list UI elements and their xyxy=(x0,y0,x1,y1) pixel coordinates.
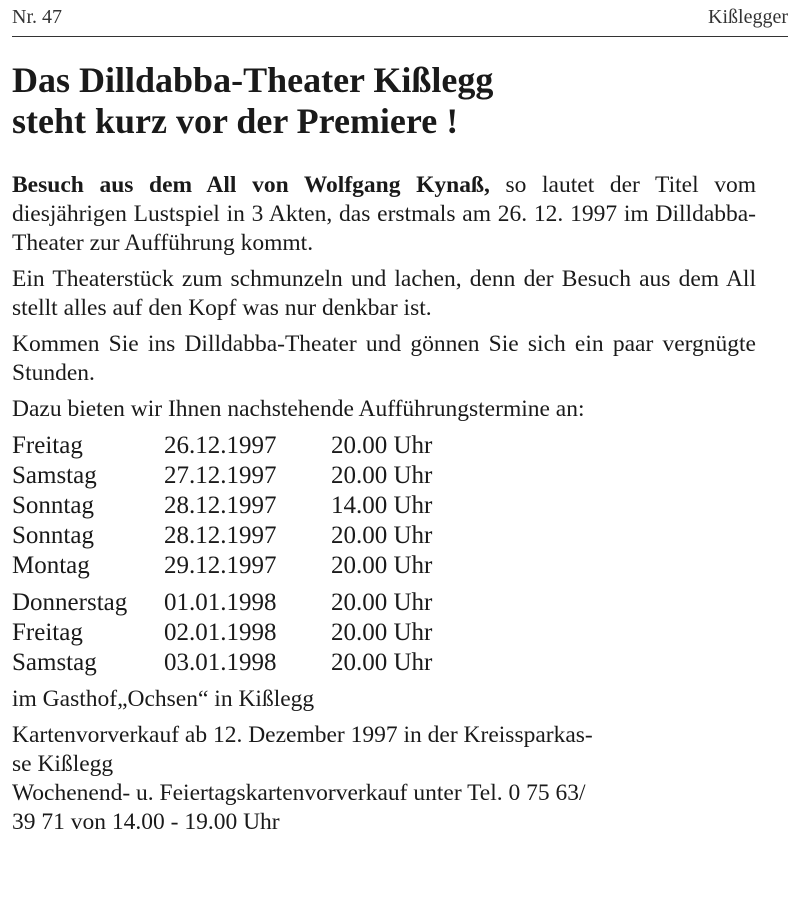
schedule-date: 28.12.1997 xyxy=(164,522,277,549)
schedule-time: 20.00 Uhr xyxy=(331,552,433,579)
performance-schedule xyxy=(12,431,756,678)
schedule-row xyxy=(12,551,756,581)
schedule-time: 14.00 Uhr xyxy=(331,492,433,519)
presale-line-2: se Kißlegg xyxy=(12,751,114,777)
schedule-time: 20.00 Uhr xyxy=(331,462,433,489)
play-title: Besuch aus dem All von Wolfgang Kynaß, xyxy=(12,172,490,198)
presale-text xyxy=(12,721,756,837)
schedule-day: Samstag xyxy=(12,462,97,489)
page-header xyxy=(12,6,788,37)
article-headline xyxy=(12,60,788,142)
schedule-date: 26.12.1997 xyxy=(164,432,277,459)
schedule-day: Montag xyxy=(12,552,90,579)
venue-text: im Gasthof„Ochsen“ in Kißlegg xyxy=(12,686,315,712)
schedule-row xyxy=(12,588,756,618)
schedule-date: 01.01.1998 xyxy=(164,589,277,616)
presale-line-1: Kartenvorverkauf ab 12. Dezember 1997 in der Kreissparkas- xyxy=(12,722,593,748)
issue-number: Nr. 47 xyxy=(12,6,62,28)
headline-line-1: Das Dilldabba-Theater Kißlegg xyxy=(12,60,494,100)
schedule-day: Sonntag xyxy=(12,492,94,519)
schedule-date: 27.12.1997 xyxy=(164,462,277,489)
publication-place: Kißlegger xyxy=(708,6,788,28)
schedule-row xyxy=(12,648,756,678)
schedule-group-1997 xyxy=(12,431,756,581)
schedule-time: 20.00 Uhr xyxy=(331,589,433,616)
headline-line-2: steht kurz vor der Premiere ! xyxy=(12,101,459,141)
schedule-day: Freitag xyxy=(12,619,83,646)
schedule-day: Donnerstag xyxy=(12,589,128,616)
schedule-row xyxy=(12,618,756,648)
schedule-date: 02.01.1998 xyxy=(164,619,277,646)
schedule-row xyxy=(12,491,756,521)
description-paragraph: Ein Theaterstück zum schmunzeln und lachen, denn der Besuch aus dem All stellt alles auf den Kopf was nur denkbar ist. xyxy=(12,266,756,321)
schedule-day: Samstag xyxy=(12,649,97,676)
intro-paragraph xyxy=(12,171,756,258)
schedule-day: Sonntag xyxy=(12,522,94,549)
schedule-row xyxy=(12,521,756,551)
schedule-time: 20.00 Uhr xyxy=(331,522,433,549)
schedule-date: 03.01.1998 xyxy=(164,649,277,676)
schedule-date: 29.12.1997 xyxy=(164,552,277,579)
schedule-intro: Dazu bieten wir Ihnen nachstehende Aufführungstermine an: xyxy=(12,396,585,422)
schedule-time: 20.00 Uhr xyxy=(331,619,433,646)
weekend-presale-line-2: 39 71 von 14.00 - 19.00 Uhr xyxy=(12,809,280,835)
schedule-group-1998 xyxy=(12,588,756,678)
schedule-row xyxy=(12,461,756,491)
weekend-presale-line-1: Wochenend- u. Feiertagskartenvorverkauf unter Tel. 0 75 63/ xyxy=(12,780,586,806)
schedule-day: Freitag xyxy=(12,432,83,459)
schedule-time: 20.00 Uhr xyxy=(331,649,433,676)
schedule-time: 20.00 Uhr xyxy=(331,432,433,459)
article-body xyxy=(12,171,756,844)
schedule-row xyxy=(12,431,756,461)
invitation-paragraph: Kommen Sie ins Dilldabba-Theater und gönnen Sie sich ein paar vergnügte Stunden. xyxy=(12,331,756,386)
intro-text: so lautet der Titel vom diesjährigen Lustspiel in 3 Akten, das erstmals am 26. 12. 1997 im Dilldabba-Theater zur Aufführung kommt. xyxy=(12,172,756,256)
schedule-date: 28.12.1997 xyxy=(164,492,277,519)
